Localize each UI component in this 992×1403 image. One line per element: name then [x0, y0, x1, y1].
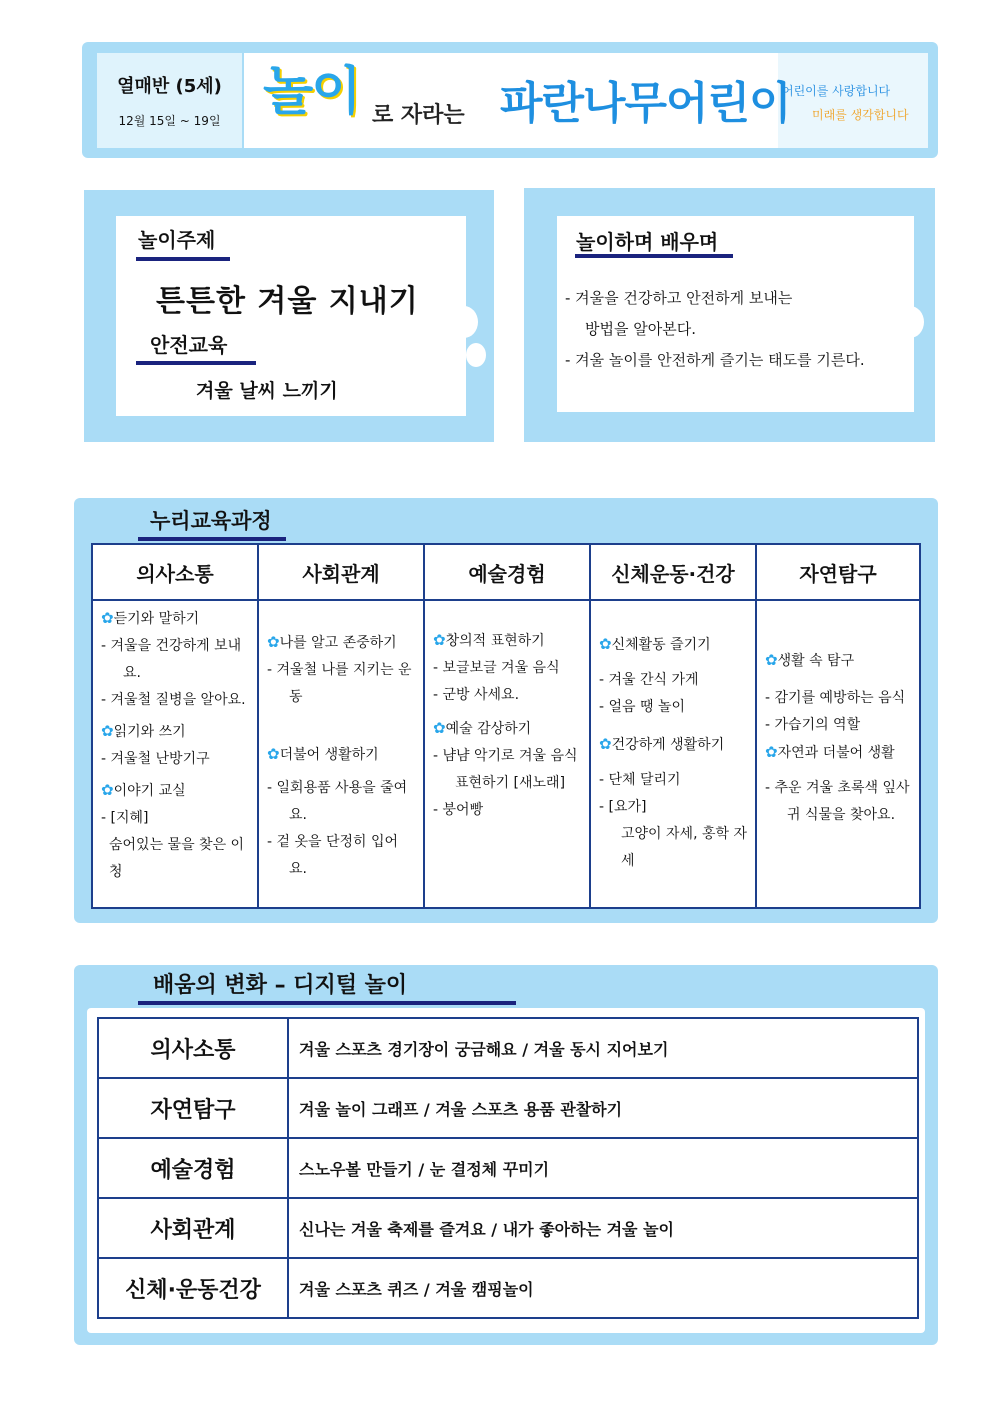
nuri-column-body: ✿생활 속 탐구 - 감기를 예방하는 음식 - 가습기의 역할 ✿자연과 더불어 생활 - 추운 겨울 초록색 잎사귀 식물을 찾아요.	[765, 651, 910, 823]
digital-table	[97, 1017, 919, 1319]
nuri-item: 단체 달리기	[608, 772, 681, 788]
nuri-item-extra: 고양이 자세, 홍학 자세	[621, 826, 747, 869]
digital-activity: 겨울 놀이 그래프 / 겨울 스포츠 용품 관찰하기	[288, 1078, 918, 1138]
logo-nori: 놀이	[263, 62, 360, 122]
nuri-item: 겉 옷을 단정히 입어요.	[276, 834, 399, 877]
theme-text: 튼튼한 겨울 지내기	[156, 284, 419, 319]
learning-label-underline	[575, 254, 733, 258]
nuri-heading: 듣기와 말하기	[113, 611, 200, 627]
nuri-item: 얼음 땡 놀이	[608, 699, 686, 715]
nuri-item: 겨울 간식 가게	[608, 672, 699, 688]
school-name: 파란나무어린이	[500, 78, 791, 129]
learning-label: 놀이하며 배우며	[576, 230, 719, 254]
learning-item: - 겨울 놀이를 안전하게 즐기는 태도를 기른다.	[565, 351, 865, 369]
nuri-item: 겨울철 질병을 알아요.	[110, 692, 246, 708]
safety-label: 안전교육	[150, 333, 228, 357]
nuri-title-underline	[138, 537, 286, 541]
nuri-column-header: 사회관계	[259, 545, 423, 601]
slogan-panel	[778, 53, 928, 148]
nuri-column-header: 예술경험	[425, 545, 589, 601]
slogan-2: 미래를 생각합니다	[812, 108, 909, 122]
nuri-item: 감기를 예방하는 음식	[774, 690, 906, 706]
flower-icon: ✿	[765, 651, 778, 669]
nuri-item: [요가]	[608, 799, 647, 815]
nuri-column	[591, 545, 757, 907]
flower-icon: ✿	[433, 631, 446, 649]
nuri-column	[425, 545, 591, 907]
safety-text: 겨울 날씨 느끼기	[196, 380, 338, 402]
table-row	[98, 1018, 918, 1078]
nuri-heading: 자연과 더불어 생활	[777, 745, 895, 761]
nuri-column-body: ✿듣기와 말하기 - 겨울을 건강하게 보내요. - 겨울철 질병을 알아요. ✿읽기와 쓰기 - 겨울철 난방기구 ✿이야기 교실 - [지혜] 숨어있는 물을 찾은 이청	[93, 601, 257, 886]
safety-label-underline	[136, 361, 256, 365]
nuri-heading: 창의적 표현하기	[445, 633, 545, 649]
nuri-column-header: 의사소통	[93, 545, 257, 601]
flower-icon: ✿	[599, 735, 612, 753]
nuri-heading: 이야기 교실	[113, 783, 186, 799]
digital-activity: 겨울 스포츠 퀴즈 / 겨울 캠핑놀이	[288, 1258, 918, 1318]
nuri-item: 추운 겨울 초록색 잎사귀 식물을 찾아요.	[774, 780, 910, 823]
table-row	[98, 1258, 918, 1318]
logo-subtext: 로 자라는	[372, 103, 465, 128]
nuri-column	[757, 545, 919, 907]
learning-list	[565, 283, 915, 376]
flower-icon: ✿	[101, 609, 114, 627]
date-range: 12월 15일 ~ 19일	[118, 114, 221, 128]
learning-item: - 겨울을 건강하고 안전하게 보내는	[565, 289, 793, 307]
flower-icon: ✿	[433, 719, 446, 737]
nuri-item: 가습기의 역할	[774, 717, 861, 733]
nuri-column-header: 신체운동·건강	[591, 545, 755, 601]
nuri-item: 겨울을 건강하게 보내요.	[110, 638, 242, 681]
digital-title: 배움의 변화 – 디지털 놀이	[153, 973, 408, 998]
nuri-heading: 읽기와 쓰기	[113, 724, 186, 740]
class-name: 열매반 (5세)	[117, 76, 222, 97]
water-drop-icon	[440, 300, 490, 380]
nuri-item: 겨울철 난방기구	[110, 751, 210, 767]
digital-activity: 겨울 스포츠 경기장이 궁금해요 / 겨울 동시 지어보기	[288, 1018, 918, 1078]
nuri-item: 냠냠 악기로 겨울 음식 표현하기 [새노래]	[442, 748, 578, 791]
flower-icon: ✿	[267, 633, 280, 651]
nuri-item: 보글보글 겨울 음식	[442, 660, 560, 676]
theme-label: 놀이주제	[138, 228, 216, 252]
nuri-heading: 예술 감상하기	[445, 721, 532, 737]
nuri-heading: 건강하게 생활하기	[611, 737, 725, 753]
table-row	[98, 1198, 918, 1258]
nuri-item: [지혜]	[110, 810, 149, 826]
learning-item: 방법을 알아본다.	[585, 320, 696, 338]
digital-category: 자연탐구	[98, 1078, 288, 1138]
nuri-item: 일회용품 사용을 줄여요.	[276, 780, 408, 823]
nuri-item: 겨울철 나를 지키는 운동	[276, 662, 412, 705]
digital-activity: 스노우볼 만들기 / 눈 결정체 꾸미기	[288, 1138, 918, 1198]
nuri-column-body: ✿신체활동 즐기기 - 겨울 간식 가게 - 얼음 땡 놀이 ✿건강하게 생활하기 - 단체 달리기 - [요가] 고양이 자세, 홍학 자세	[591, 601, 755, 875]
nuri-heading: 생활 속 탐구	[777, 653, 855, 669]
digital-activity: 신나는 겨울 축제를 즐겨요 / 내가 좋아하는 겨울 놀이	[288, 1198, 918, 1258]
digital-category: 예술경험	[98, 1138, 288, 1198]
table-row	[98, 1138, 918, 1198]
nuri-column	[259, 545, 425, 907]
flower-icon: ✿	[101, 781, 114, 799]
nuri-column-body: ✿나를 알고 존중하기 - 겨울철 나를 지키는 운동 ✿더불어 생활하기 - 일회용품 사용을 줄여요. - 겉 옷을 단정히 입어요.	[267, 633, 412, 877]
nuri-heading: 더불어 생활하기	[279, 747, 379, 763]
nuri-table	[91, 543, 921, 909]
digital-title-underline	[138, 1001, 516, 1005]
flower-icon: ✿	[599, 635, 612, 653]
theme-label-underline	[136, 257, 230, 261]
flower-icon: ✿	[765, 743, 778, 761]
flower-icon: ✿	[101, 722, 114, 740]
nuri-column	[93, 545, 259, 907]
nuri-column-header: 자연탐구	[757, 545, 919, 601]
class-info-panel	[97, 53, 242, 148]
digital-category: 사회관계	[98, 1198, 288, 1258]
nuri-heading: 신체활동 즐기기	[611, 637, 711, 653]
nuri-title: 누리교육과정	[150, 509, 272, 533]
flower-icon: ✿	[267, 745, 280, 763]
digital-category: 의사소통	[98, 1018, 288, 1078]
nuri-column-body: ✿창의적 표현하기 - 보글보글 겨울 음식 - 군방 사세요. ✿예술 감상하기 - 냠냠 악기로 겨울 음식 표현하기 [새노래] - 붕어빵	[433, 631, 578, 818]
nuri-item-extra: 숨어있는 물을 찾은 이청	[109, 837, 245, 880]
digital-category: 신체·운동건강	[98, 1258, 288, 1318]
slogan-1: 어린이를 사랑합니다	[782, 84, 891, 98]
nuri-item: 군방 사세요.	[442, 687, 520, 703]
table-row	[98, 1078, 918, 1138]
nuri-heading: 나를 알고 존중하기	[279, 635, 397, 651]
nuri-item: 붕어빵	[442, 802, 484, 818]
